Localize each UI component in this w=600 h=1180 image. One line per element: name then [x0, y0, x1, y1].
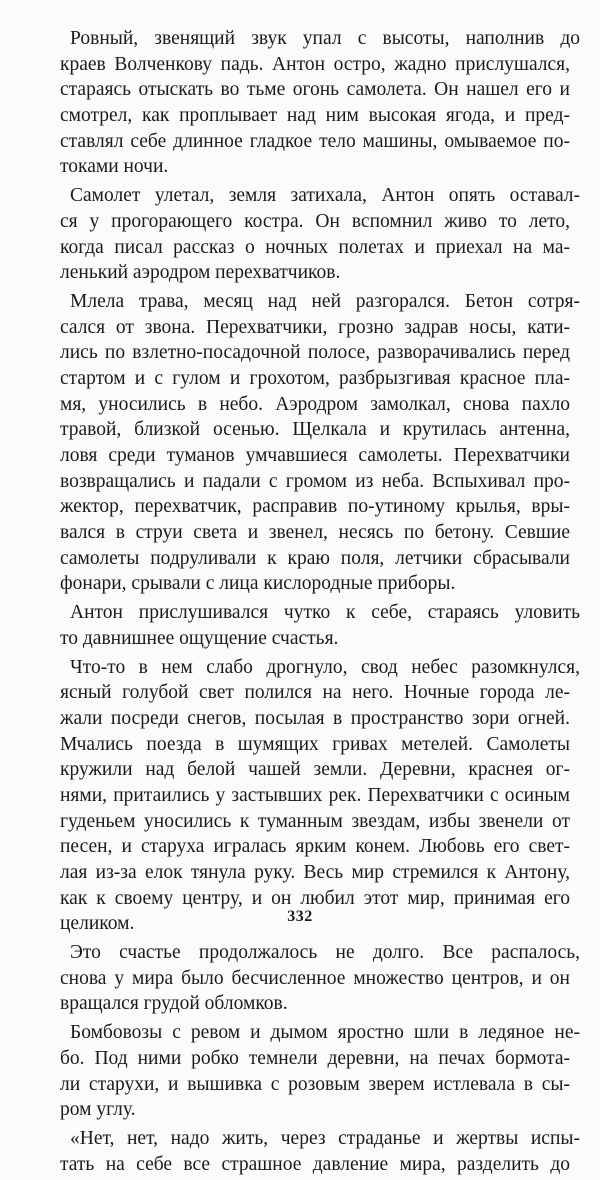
paragraph — [60, 183, 580, 286]
text-line: лая из-за елок тянула руку. Весь мир стремился к Антону, — [60, 862, 570, 883]
text-line: токами ночи. — [60, 156, 169, 178]
text-line: сался от звона. Перехватчики, грозно задрав носы, кати- — [60, 316, 570, 338]
text-line: кружили над белой чашей земли. Деревни, краснея ог- — [60, 759, 570, 781]
text-line: возвращались и падали с громом из неба. Вспыхивал про- — [60, 470, 570, 492]
text-line: лись по взлетно-посадочной полосе, разворачивались перед — [60, 342, 570, 364]
text-line: краев Волченкову падь. Антон остро, жадно прислушался, — [60, 53, 570, 75]
paragraph — [60, 655, 580, 938]
text-line: травой, близкой осенью. Щелкала и крутилась антенна, — [60, 419, 570, 441]
text-line: стартом и с гулом и грохотом, разбрызгивая красное пла- — [60, 367, 570, 389]
text-line: жектор, перехватчик, расправив по-утиному крылья, вры- — [60, 496, 570, 518]
text-line: нями, притаились у застывших рек. Перехватчики с осиным — [60, 784, 570, 806]
text-line: Это счастье продолжалось не долго. Все распалось, — [70, 942, 580, 964]
text-line: Бомбовозы с ревом и дымом яростно шли в ледяное не- — [70, 1022, 580, 1044]
text-line: тать на себе все страшное давление мира, разделить до — [60, 1153, 570, 1175]
text-line: когда писал рассказ о ночных полетах и приехал на ма- — [60, 236, 570, 258]
text-line: Антон прислушивался чутко к себе, стараясь уловить — [70, 602, 580, 624]
text-line: Самолет улетал, земля затихала, Антон опять оставал- — [70, 185, 580, 207]
text-line: вался в струи света и звенел, несясь по бетону. Севшие — [60, 522, 570, 544]
text-line: песен, и старуха игралась ярким конем. Любовь его свет- — [60, 836, 570, 858]
text-line: ли старухи, и вышивка с розовым зверем истлевала в сы- — [60, 1073, 570, 1095]
text-line: Ровный, звенящий звук упал с высоты, наполнив до — [70, 28, 580, 49]
text-line: снова у мира было бесчисленное множество центров, и он — [60, 967, 570, 989]
text-line: самолеты подруливали к краю поля, летчики сбрасывали — [60, 547, 570, 569]
text-line: гуденьем уносились к туманным звездам, избы звенели от — [60, 810, 570, 832]
text-line: то давнишнее ощущение счастья. — [60, 627, 339, 649]
text-line: ставлял себе длинное гладкое тело машины, омываемое по- — [60, 130, 570, 152]
text-line: ловя среди туманов умчавшиеся самолеты. Перехватчики — [60, 445, 570, 466]
text-line: Мчались поезда в шумящих гривах метелей. Самолеты — [60, 733, 570, 755]
text-line: целиком. — [60, 913, 135, 935]
paragraph — [60, 940, 580, 1017]
text-line: «Нет, нет, надо жить, через страданье и жертвы испы- — [70, 1127, 580, 1149]
text-line: ленький аэродром перехватчиков. — [60, 262, 341, 284]
text-line: фонари, срывали с лица кислородные приборы. — [60, 573, 456, 595]
paragraph — [60, 1126, 580, 1177]
text-line: как к своему центру, и он любил этот мир, принимая его — [60, 887, 570, 909]
text-line: Млела трава, месяц над ней разгорался. Бетон сотря- — [70, 290, 580, 312]
paragraph — [60, 1020, 580, 1123]
text-line: вращался грудой обломков. — [60, 993, 288, 1015]
text-line: ясный голубой свет полился на него. Ночные города ле- — [60, 682, 570, 704]
text-line: стараясь отыскать во тьме огонь самолета. Он нашел его и — [60, 79, 570, 101]
paragraph — [60, 26, 580, 180]
text-line: Что-то в нем слабо дрогнуло, свод небес разомкнулся, — [70, 656, 580, 678]
paragraph — [60, 600, 580, 651]
text-line: жали посреди снегов, посылая в пространство зори огней. — [60, 707, 570, 729]
text-line: ся у прогорающего костра. Он вспомнил живо то лето, — [60, 210, 570, 232]
text-line: мя, уносились в небо. Аэродром замолкал, снова пахло — [60, 393, 570, 415]
text-line: бо. Под ними робко темнели деревни, на печах бормота- — [60, 1047, 570, 1069]
page-number: 332 — [287, 908, 313, 925]
body-text — [60, 26, 580, 1180]
text-line: смотрел, как проплывает над ним высокая ягода, и пред- — [60, 105, 570, 127]
paragraph — [60, 289, 580, 597]
text-line: ром углу. — [60, 1099, 136, 1121]
